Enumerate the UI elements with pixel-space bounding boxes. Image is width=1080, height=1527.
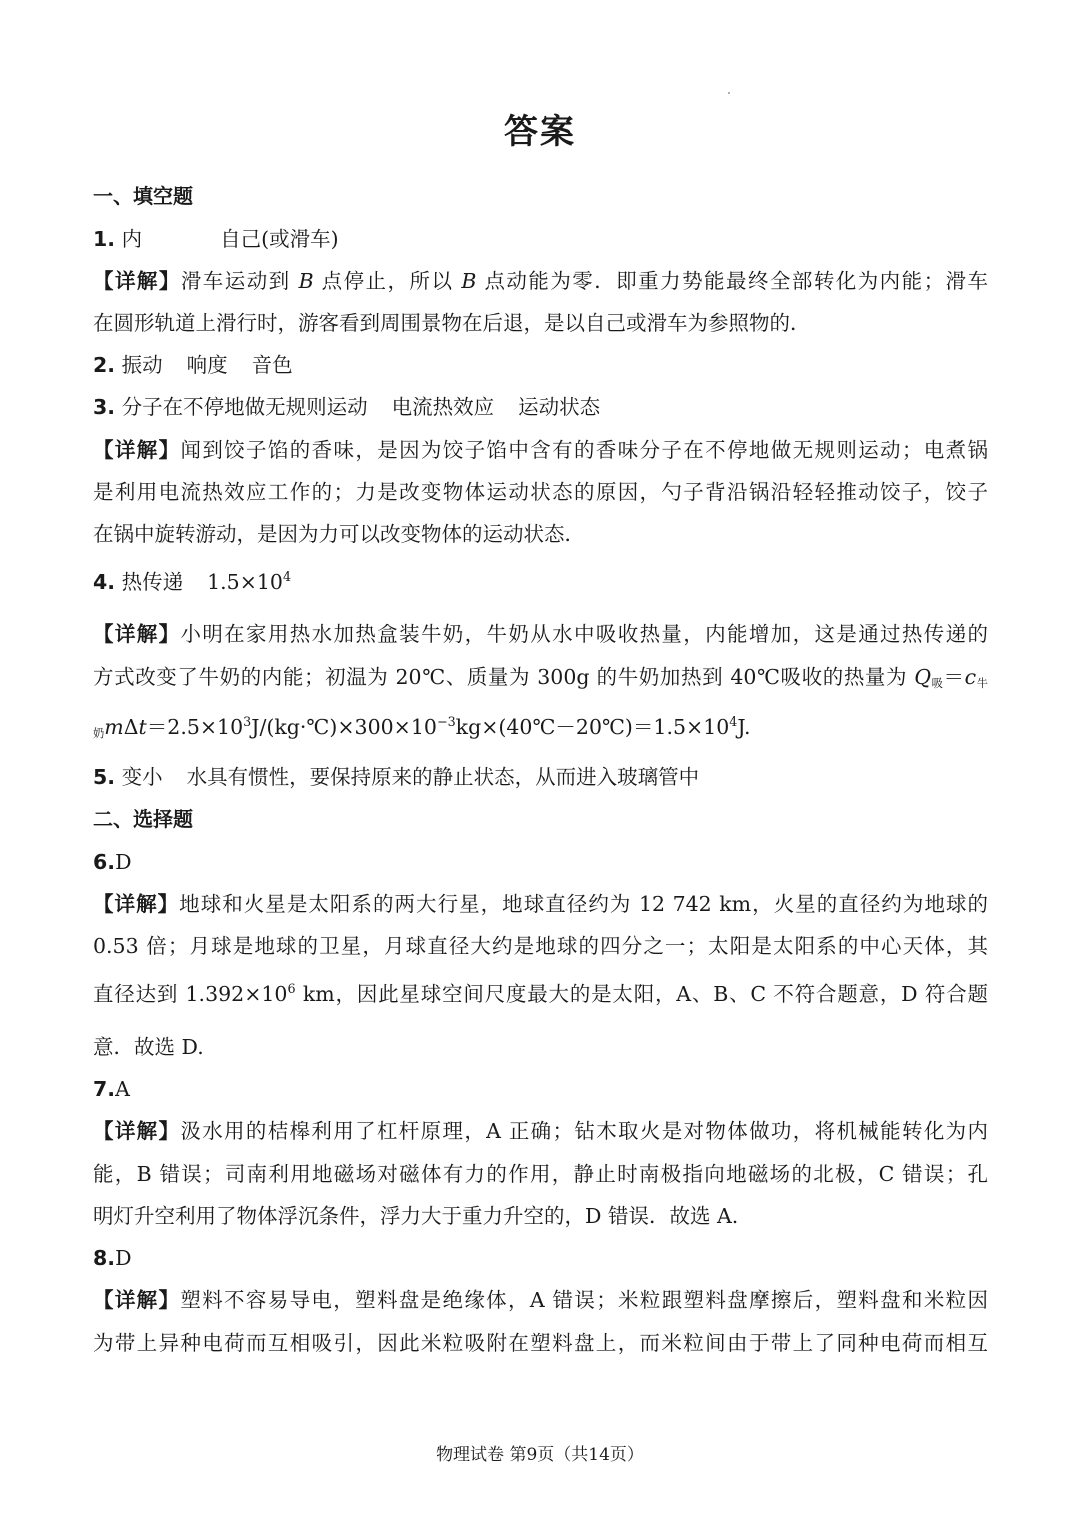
answer-choice: A <box>115 1077 130 1101</box>
answer-8 <box>93 1243 988 1273</box>
section-multiple-choice: 二、选择题 <box>93 807 193 831</box>
answer-1 <box>93 224 988 254</box>
detail-text: 方式改变了牛奶的内能；初温为 20℃、质量为 300g 的牛奶加热到 40℃吸收的热量为 <box>93 665 908 689</box>
subscript: 牛 <box>976 676 989 690</box>
detail-3-line-3: 在锅中旋转游动，是因为力可以改变物体的运动状态． <box>93 522 585 546</box>
answer-text: 热传递 <box>121 570 184 594</box>
detail-7-line-1 <box>93 1116 988 1146</box>
subscript: 奶 <box>93 726 105 740</box>
answer-text: 电流热效应 <box>391 395 495 419</box>
answer-4 <box>93 567 988 597</box>
page-footer: 物理试卷 第9页（共14页） <box>436 1445 644 1465</box>
section-fill-blank: 一、填空题 <box>93 184 193 208</box>
exponent: 4 <box>282 569 292 585</box>
question-number: 3. <box>93 395 116 419</box>
detail-text: 小明在家用热水加热盒装牛奶，牛奶从水中吸收热量，内能增加，这是通过热传递的 <box>180 622 989 646</box>
exponent: 6 <box>287 981 296 997</box>
exponent: −3 <box>436 714 456 730</box>
detail-6-line-4: 意．故选 D. <box>93 1035 204 1059</box>
detail-6-line-2: 0.53 倍；月球是地球的卫星，月球直径大约是地球的四分之一；太阳是太阳系的中心天体，其 <box>93 934 988 958</box>
answer-text: 运动状态 <box>518 395 601 419</box>
answer-choice: D <box>115 1246 132 1270</box>
formula-text: kg×(40℃－20℃)＝1.5×10 <box>455 715 730 739</box>
answer-7 <box>93 1074 988 1104</box>
detail-4-line-2 <box>93 662 988 692</box>
detail-6-line-3 <box>93 979 988 1009</box>
detail-7-line-2: 能，B 错误；司南利用地磁场对磁体有力的作用，静止时南极指向地磁场的北极，C 错误；孔 <box>93 1162 988 1186</box>
answer-text: 响度 <box>186 353 228 377</box>
scan-dot <box>728 92 730 94</box>
var-t: t <box>138 715 147 739</box>
var-b: B <box>298 269 314 293</box>
detail-text: 滑车运动到 <box>180 269 291 293</box>
answer-6 <box>93 847 988 877</box>
detail-tag: 【详解】 <box>93 892 180 916</box>
detail-tag: 【详解】 <box>93 1288 181 1312</box>
detail-8-line-1 <box>93 1285 988 1315</box>
delta: Δ <box>123 715 139 739</box>
exponent: 3 <box>243 714 252 730</box>
var-q: Q <box>914 665 932 689</box>
answer-text: 自己(或滑车) <box>220 227 339 251</box>
detail-text: 闻到饺子馅的香味，是因为饺子馅中含有的香味分子在不停地做无规则运动；电煮锅 <box>180 438 989 462</box>
answer-text: 内 <box>121 227 143 251</box>
answer-3 <box>93 392 988 422</box>
formula-text: ＝2.5×10 <box>146 715 244 739</box>
var-b: B <box>461 269 477 293</box>
detail-tag: 【详解】 <box>93 438 181 462</box>
answer-text: 振动 <box>121 353 163 377</box>
detail-7-line-3: 明灯升空利用了物体浮沉条件，浮力大于重力升空的，D 错误．故选 A. <box>93 1204 739 1228</box>
detail-text: 直径达到 1.392×10 <box>93 982 288 1006</box>
answer-text: 1.5×10 <box>207 570 283 594</box>
var-c: c <box>964 665 977 689</box>
equals: ＝ <box>943 665 965 689</box>
question-number: 7. <box>93 1077 116 1101</box>
detail-text: 汲水用的桔槔利用了杠杆原理，A 正确；钻木取火是对物体做功，将机械能转化为内 <box>180 1119 988 1143</box>
detail-6-line-1 <box>93 889 988 919</box>
detail-1-line-2: 在圆形轨道上滑行时，游客看到周围景物在后退，是以自己或滑车为参照物的． <box>93 311 811 335</box>
answer-text: 变小 <box>121 765 163 789</box>
answer-choice: D <box>115 850 132 874</box>
detail-tag: 【详解】 <box>93 622 181 646</box>
detail-text: 地球和火星是太阳系的两大行星，地球直径约为 12 742 km，火星的直径约为地球的 <box>179 892 989 916</box>
var-m: m <box>104 715 124 739</box>
detail-4-line-1 <box>93 619 988 649</box>
question-number: 6. <box>93 850 116 874</box>
detail-4-line-3 <box>93 712 988 742</box>
detail-3-line-1 <box>93 435 988 465</box>
detail-text: 点动能为零．即重力势能最终全部转化为内能；滑车 <box>484 269 989 293</box>
question-number: 1. <box>93 227 116 251</box>
detail-3-line-2: 是利用电流热效应工作的；力是改变物体运动状态的原因，勺子背沿锅沿轻轻推动饺子，饺子 <box>93 480 988 504</box>
detail-tag: 【详解】 <box>93 1119 181 1143</box>
question-number: 4. <box>93 570 116 594</box>
question-number: 5. <box>93 765 116 789</box>
answer-2 <box>93 350 988 380</box>
detail-text: 点停止，所以 <box>321 269 454 293</box>
exponent: 4 <box>729 714 738 730</box>
detail-tag: 【详解】 <box>93 269 181 293</box>
subscript: 吸 <box>931 676 944 690</box>
detail-text: 塑料不容易导电，塑料盘是绝缘体，A 错误；米粒跟塑料盘摩擦后，塑料盘和米粒因 <box>180 1288 988 1312</box>
detail-text: km，因此星球空间尺度最大的是太阳，A、B、C 不符合题意，D 符合题 <box>295 982 989 1006</box>
detail-8-line-2: 为带上异种电荷而互相吸引，因此米粒吸附在塑料盘上，而米粒间由于带上了同种电荷而相互 <box>93 1331 988 1355</box>
answer-text: 音色 <box>251 353 293 377</box>
formula-text: J. <box>737 715 751 739</box>
question-number: 2. <box>93 353 116 377</box>
question-number: 8. <box>93 1246 116 1270</box>
answer-text: 分子在不停地做无规则运动 <box>121 395 368 419</box>
formula-text: J/(kg·℃)×300×10 <box>251 715 437 739</box>
page-title: 答案 <box>504 112 576 152</box>
answer-text: 水具有惯性，要保持原来的静止状态，从而进入玻璃管中 <box>186 765 700 789</box>
detail-1-line-1 <box>93 266 988 296</box>
answer-5 <box>93 762 988 792</box>
